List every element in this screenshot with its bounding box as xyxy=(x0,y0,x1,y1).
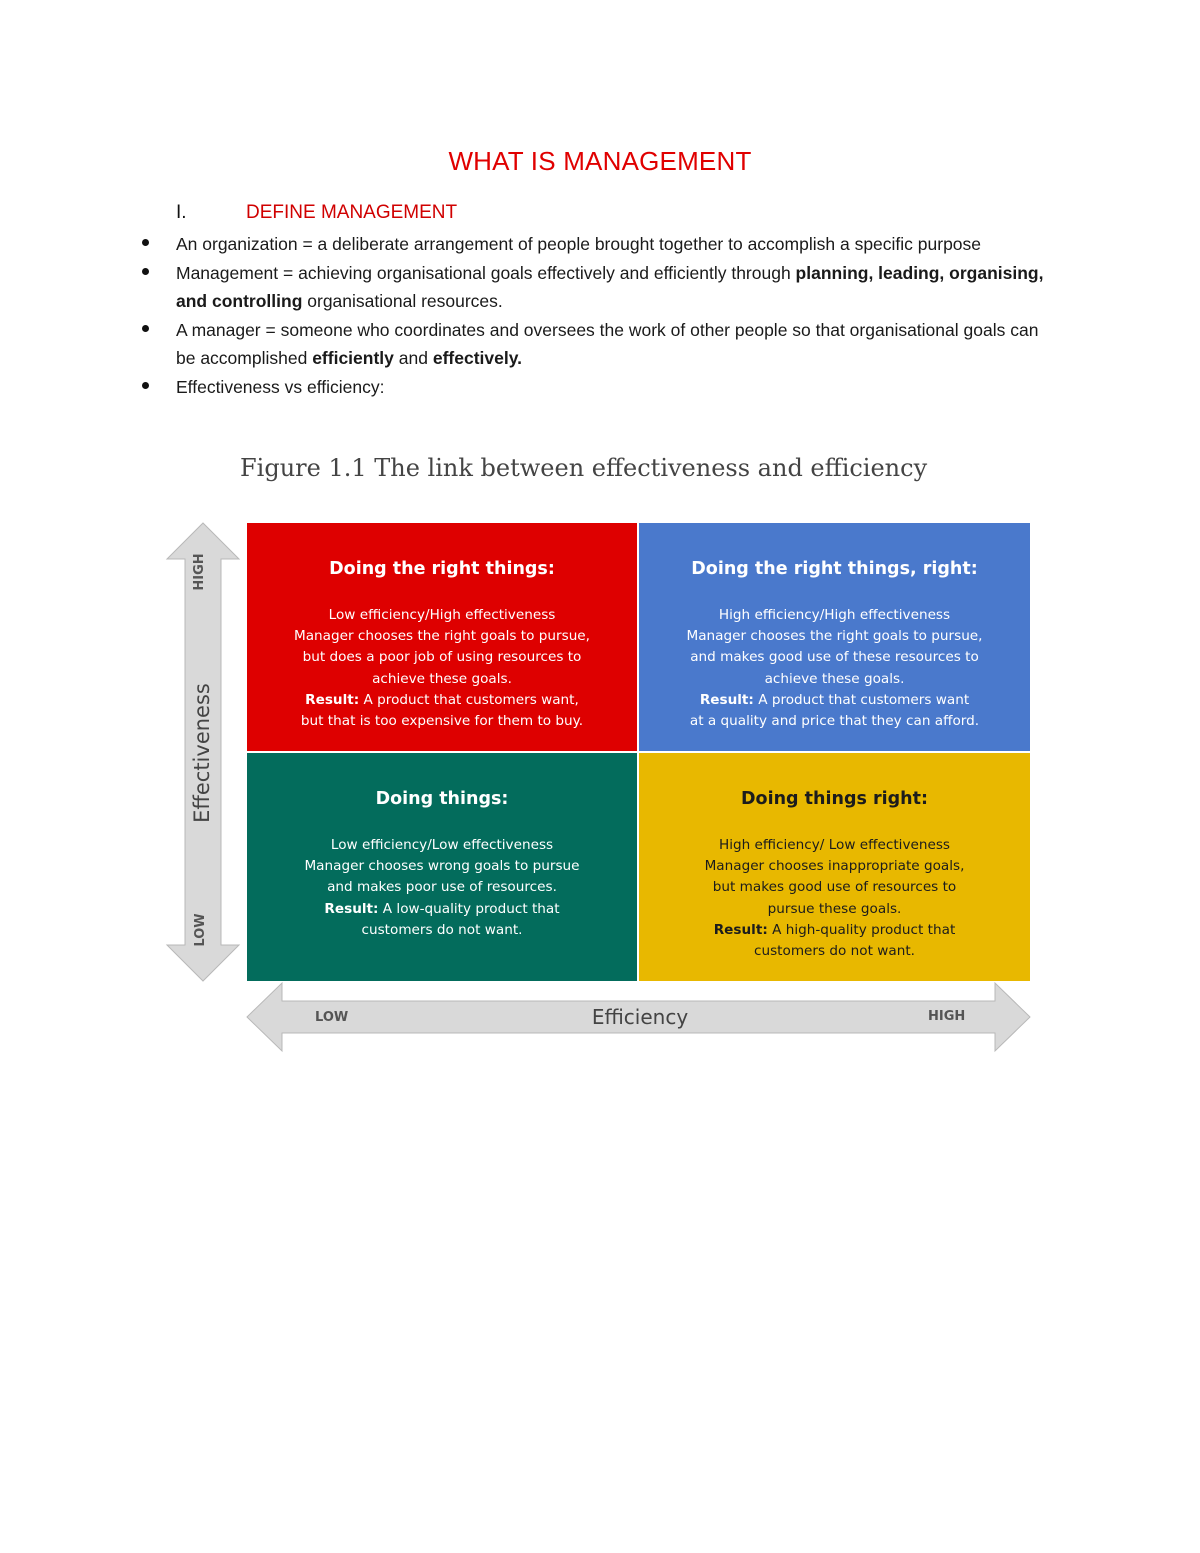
y-axis-low: LOW xyxy=(193,913,208,947)
quadrant-result xyxy=(247,690,637,711)
section-title: DEFINE MANAGEMENT xyxy=(246,202,458,223)
y-axis-high: HIGH xyxy=(192,553,207,591)
quadrant-line: pursue these goals. xyxy=(767,900,902,917)
quadrant-line: and makes poor use of resources. xyxy=(327,879,557,896)
bullet-text: A manager = someone who coordinates and oversees the work of other people so that organisational goals can be accomplished xyxy=(176,319,1039,368)
result-text: A low-quality product that xyxy=(378,900,560,917)
quadrant-doing-the-right-things xyxy=(247,523,637,751)
bullet-text: An organization = a deliberate arrangement of people brought together to accomplish a specific purpose xyxy=(176,234,982,254)
quadrant-line: but does a poor job of using resources to xyxy=(302,649,582,666)
bullet-bold-text: planning, leading, organising, and controlling xyxy=(176,262,1044,311)
result-label: Result: xyxy=(699,691,754,708)
quadrant-line: but that is too expensive for them to buy. xyxy=(300,713,584,730)
y-axis-label: Effectiveness xyxy=(190,683,214,823)
quadrant-line: Manager chooses inappropriate goals, xyxy=(704,858,965,875)
quadrant-line: High efficiency/ Low effectiveness xyxy=(718,837,951,853)
quadrant-result xyxy=(639,690,1030,711)
quadrant-line: customers do not want. xyxy=(754,943,915,960)
quadrant-doing-the-right-things-right xyxy=(639,523,1030,751)
quadrant-doing-things xyxy=(247,753,637,981)
x-axis-high: HIGH xyxy=(928,1009,966,1024)
quadrant-line: Manager chooses wrong goals to pursue xyxy=(304,858,580,875)
quadrant-title: Doing things: xyxy=(375,789,509,809)
result-label: Result: xyxy=(305,691,360,708)
quadrant-title: Doing things right: xyxy=(741,789,928,809)
quadrant-title: Doing the right things, right: xyxy=(691,559,978,579)
quadrant-title: Doing the right things: xyxy=(329,559,555,579)
quadrant-line: achieve these goals. xyxy=(372,670,512,687)
quadrant-result xyxy=(639,920,1030,941)
x-axis-low: LOW xyxy=(315,1010,349,1025)
quadrant-line: Manager chooses the right goals to pursue, xyxy=(686,628,983,645)
section-number: I. xyxy=(176,202,187,223)
quadrant-doing-things-right xyxy=(639,753,1030,981)
quadrant-line: High efficiency/High effectiveness xyxy=(718,607,951,623)
quadrant-line: Manager chooses the right goals to pursue, xyxy=(293,628,590,645)
bullet-text: and xyxy=(393,348,433,368)
quadrant-line: at a quality and price that they can afford. xyxy=(689,713,980,730)
bullet-bold-text: effectively. xyxy=(432,348,523,368)
quadrant-line: Low efficiency/Low effectiveness xyxy=(330,837,554,853)
page-title: WHAT IS MANAGEMENT xyxy=(448,146,752,176)
x-axis-label: Efficiency xyxy=(591,1005,689,1029)
quadrant-line: customers do not want. xyxy=(361,921,523,938)
quadrant-line: but makes good use of resources to xyxy=(712,879,957,896)
quadrant-line: Low efficiency/High effectiveness xyxy=(328,607,556,623)
result-label: Result: xyxy=(324,900,379,917)
quadrant-line: and makes good use of these resources to xyxy=(690,649,979,666)
result-text: A high-quality product that xyxy=(767,921,956,938)
bullet-text: organisational resources. xyxy=(302,291,503,311)
bullet-bold-text: efficiently xyxy=(312,348,394,368)
bullet-text: Management = achieving organisational goals effectively and efficiently through xyxy=(176,262,796,283)
quadrant-line: achieve these goals. xyxy=(764,670,905,687)
result-label: Result: xyxy=(713,921,768,938)
figure-caption: Figure 1.1 The link between effectiveness and efficiency xyxy=(240,454,928,482)
bullet-text: Effectiveness vs efficiency: xyxy=(176,376,385,397)
quadrant-result xyxy=(247,899,637,920)
result-text: A product that customers want, xyxy=(359,691,579,708)
result-text: A product that customers want xyxy=(753,691,970,708)
